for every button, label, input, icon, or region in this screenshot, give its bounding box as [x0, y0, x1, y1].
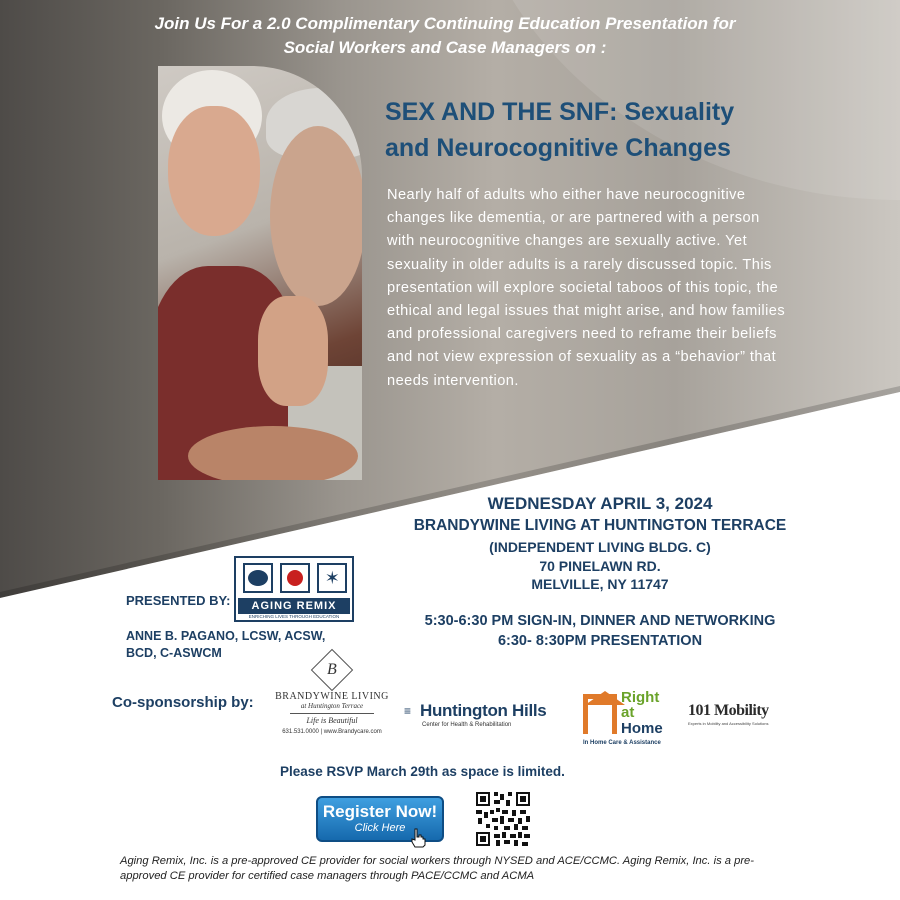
presenter-name-line-2: BCD, C-ASWCM: [126, 646, 222, 660]
101-mobility-logo: [688, 702, 798, 732]
brandywine-contact: 631.531.0000 | www.Brandycare.com: [282, 729, 382, 735]
right-at-home-subtitle: In Home Care & Assistance: [583, 740, 661, 746]
brandywine-divider: [290, 713, 374, 714]
person-jumping-icon: ✶: [317, 563, 347, 593]
click-here-label: Click Here: [354, 822, 406, 834]
intro-text: [90, 12, 800, 60]
aging-remix-logo: [234, 556, 354, 622]
intro-line-1: Join Us For a 2.0 Complimentary Continuing Education Presentation for: [154, 14, 736, 33]
101-mobility-subtitle: Experts in Mobility and Accessibility Solutions: [688, 721, 769, 726]
huntington-hills-subtitle: Center for Health & Rehabilitation: [422, 722, 512, 728]
presentation-title: [385, 94, 785, 166]
aging-remix-tagline: ENRICHING LIVES THROUGH EDUCATION: [248, 614, 340, 619]
couple-photo: [158, 66, 362, 480]
event-venue: BRANDYWINE LIVING AT HUNTINGTON TERRACE: [413, 517, 787, 534]
right-at-home-logo: [583, 690, 675, 750]
brain-icon: [243, 563, 273, 593]
presenter-name-line-1: ANNE B. PAGANO, LCSW, ACSW,: [126, 629, 326, 643]
event-building: (INDEPENDENT LIVING BLDG. C): [489, 539, 711, 555]
hand-cursor-icon: [410, 828, 426, 848]
presented-by-label: PRESENTED BY:: [126, 593, 231, 608]
register-now-label: Register Now!: [322, 802, 438, 821]
event-street: 70 PINELAWN RD.: [539, 558, 661, 574]
brandywine-location: at Huntington Terrace: [300, 702, 364, 710]
101-mobility-name: 101 Mobility: [688, 702, 769, 719]
aging-remix-name: AGING REMIX: [238, 598, 350, 614]
brandywine-logo: [268, 655, 396, 750]
brandywine-name: BRANDYWINE LIVING: [275, 691, 389, 702]
event-time-presentation: 6:30- 8:30PM PRESENTATION: [497, 633, 703, 649]
rsvp-text: Please RSVP March 29th as space is limited.: [280, 764, 565, 779]
event-date: WEDNESDAY APRIL 3, 2024: [487, 494, 713, 513]
event-time-signin: 5:30-6:30 PM SIGN-IN, DINNER AND NETWORKING: [424, 613, 776, 629]
right-at-home-text: [621, 690, 659, 720]
brandywine-monogram-icon: B: [311, 649, 353, 691]
photo-face-woman: [168, 106, 260, 236]
apple-icon: [280, 563, 310, 593]
huntington-hills-mark-icon: ≡: [404, 704, 412, 718]
title-line-2: and Neurocognitive Changes: [385, 134, 731, 162]
house-icon: [583, 694, 617, 734]
presentation-description: Nearly half of adults who either have neurocognitive changes like dementia, or are partnered with a person with neurocognitive changes are sexually active. Yet sexuality in older adults is a rarely discussed topic. This presentation will explore societal taboos of this topic, the ethical and legal issues that might arise, and how families and professional caregivers need to reframe their beliefs and not view expression of sexuality as a “behavior” that needs intervention.: [387, 187, 786, 389]
brandywine-tagline: Life is Beautiful: [306, 716, 358, 725]
rah-line-at: at: [621, 704, 635, 721]
cosponsorship-label: Co-sponsorship by:: [112, 694, 254, 711]
rah-line-home: Home: [621, 720, 663, 737]
intro-line-2: Social Workers and Case Managers on :: [283, 38, 607, 57]
photo-hands: [258, 296, 328, 406]
huntington-hills-logo: [404, 700, 558, 736]
qr-code-icon[interactable]: [474, 790, 532, 848]
aging-remix-icons: [239, 561, 351, 595]
photo-hand-lower: [188, 426, 358, 480]
event-city: MELVILLE, NY 11747: [531, 576, 669, 592]
title-line-1: SEX AND THE SNF: Sexuality: [385, 98, 735, 126]
rah-line-right: Right: [621, 689, 660, 706]
huntington-hills-name: Huntington Hills: [420, 701, 547, 720]
photo-face-man: [270, 126, 362, 306]
ce-provider-footnote: Aging Remix, Inc. is a pre-approved CE provider for social workers through NYSED and ACE/CCMC. Aging Remix, Inc. is a pre-approved CE provider for certified case managers through PACE/CCMC and ACMA: [120, 855, 754, 882]
